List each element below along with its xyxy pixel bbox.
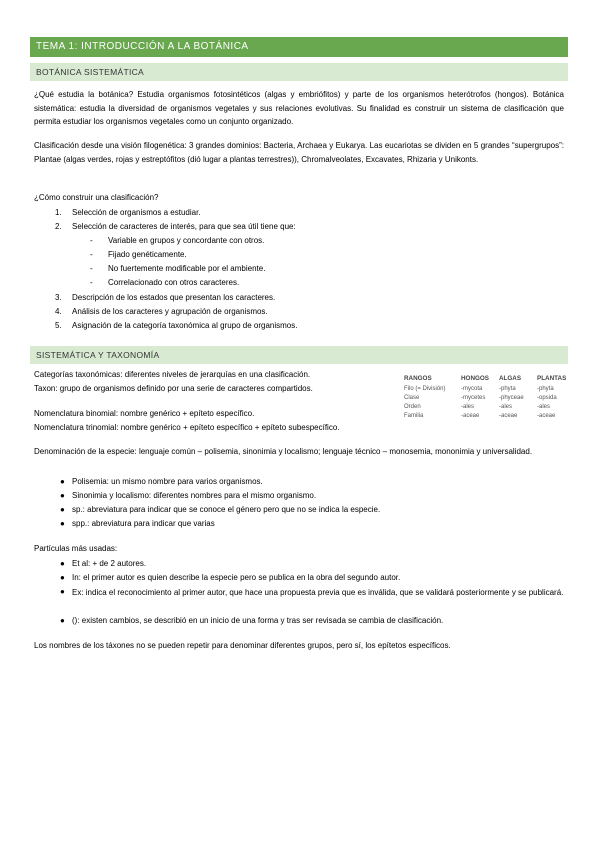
step-text: Selección de organismos a estudiar. [72, 208, 201, 217]
section-heading-botanica-sistematica: BOTÁNICA SISTEMÁTICA [30, 63, 568, 81]
step-number: 2. [55, 222, 62, 231]
closing-paragraph: Los nombres de los táxones no se pueden repetir para denominar diferentes grupos, pero sí, los epítetos específicos. [34, 641, 451, 650]
table-cell: -opsida [537, 394, 557, 401]
table-row [404, 393, 573, 402]
table-cell: -ales [461, 403, 475, 410]
table-cell: -ales [537, 403, 551, 410]
sub-item-dash: - [90, 278, 93, 287]
bullet-icon: ● [60, 587, 65, 596]
step-text: Selección de caracteres de interés, para que sea útil tiene que: [72, 222, 296, 231]
list-item: spp.: abreviatura para indicar que varias [72, 519, 215, 528]
particulas-heading: Partículas más usadas: [34, 544, 118, 553]
column-header: ALGAS [499, 374, 522, 382]
list-item: Polisemia: un mismo nombre para varios organismos. [72, 477, 263, 486]
list-item: Et al: + de 2 autores. [72, 559, 147, 568]
table-cell: -aceae [537, 412, 556, 419]
document-title: TEMA 1: INTRODUCCIÓN A LA BOTÁNICA [30, 37, 568, 57]
column-header: HONGOS [461, 374, 489, 382]
table-row [404, 402, 573, 411]
table-row [404, 411, 573, 420]
bullet-icon: ● [60, 573, 65, 582]
bullet-icon: ● [60, 519, 65, 528]
list-item: sp.: abreviatura para indicar que se conoce el género pero que no se indica la especie. [72, 505, 381, 514]
line-trinomial: Nomenclatura trinomial: nombre genérico + epíteto específico + epíteto subespecífico. [34, 423, 340, 432]
sub-item-dash: - [90, 264, 93, 273]
question-heading: ¿Cómo construir una clasificación? [34, 193, 159, 202]
table-cell: -mycetes [461, 394, 486, 401]
column-header: PLANTAS [537, 374, 567, 382]
table-cell: -aceae [461, 412, 480, 419]
list-item: Sinonimia y localismo: diferentes nombres para el mismo organismo. [72, 491, 317, 500]
line-taxon: Taxon: grupo de organismos definido por una serie de caracteres compartidos. [34, 384, 313, 393]
line-categorias: Categorías taxonómicas: diferentes niveles de jerarquías en una clasificación. [34, 370, 311, 379]
table-cell: -phyta [537, 385, 554, 392]
step-number: 3. [55, 293, 62, 302]
table-cell: -phyceae [499, 394, 524, 401]
table-row [404, 384, 573, 393]
table-cell: -aceae [499, 412, 518, 419]
step-number: 1. [55, 208, 62, 217]
bullet-icon: ● [60, 616, 65, 625]
list-item: (): existen cambios, se describió en un inicio de una forma y tras ser revisada se cambia de clasificación. [72, 616, 444, 625]
step-text: Asignación de la categoría taxonómica al grupo de organismos. [72, 321, 298, 330]
table-cell: Clase [404, 394, 420, 401]
bullet-icon: ● [60, 491, 65, 500]
bullet-icon: ● [60, 477, 65, 486]
step-text: Análisis de los caracteres y agrupación de organismos. [72, 307, 268, 316]
sub-item-dash: - [90, 250, 93, 259]
table-cell: -mycota [461, 385, 483, 392]
sub-item-text: Correlacionado con otros caracteres. [108, 278, 240, 287]
table-cell: -phyta [499, 385, 516, 392]
taxonomic-ranks-table [404, 372, 573, 420]
table-header-row [404, 372, 573, 384]
step-text: Descripción de los estados que presentan los caracteres. [72, 293, 276, 302]
table-cell: Filo (= División) [404, 385, 446, 392]
table-cell: Orden [404, 403, 421, 410]
list-item: In: el primer autor es quien describe la especie pero se publica en la obra del segundo autor. [72, 573, 401, 582]
sub-item-text: Fijado genéticamente. [108, 250, 187, 259]
paragraph-clasificacion: Clasificación desde una visión filogenética: 3 grandes dominios: Bacteria, Archaea y Eukarya. Las eucariotas se dividen en 5 grandes “supergrupos”: Plantae (algas verdes, rojas y estreptófitos (dió lugar a plantas terrestres)), Chromalveolates, Excavates, Rhizaria y Unikonts. [34, 141, 564, 164]
line-binomial: Nomenclatura binomial: nombre genérico + epíteto específico. [34, 409, 255, 418]
bullet-icon: ● [60, 505, 65, 514]
sub-item-dash: - [90, 236, 93, 245]
sub-item-text: No fuertemente modificable por el ambiente. [108, 264, 266, 273]
sub-item-text: Variable en grupos y concordante con otros. [108, 236, 265, 245]
list-item: Ex: indica el reconocimiento al primer autor, que hace una propuesta previa que es inválida, que se validará posteriormente y se publicará. [72, 588, 564, 597]
paragraph-denominacion: Denominación de la especie: lenguaje común – polisemia, sinonimia y localismo; lenguaje técnico – monosemia, mononimia y universalidad. [34, 447, 533, 456]
column-header: RANGOS [404, 374, 432, 382]
paragraph-que-estudia: ¿Qué estudia la botánica? Estudia organismos fotosintéticos (algas y embriófitos) y parte de los organismos heterótrofos (hongos). Botánica sistemática: estudia la diversidad de organismos vegetales y sus relaciones evolutivas. Su finalidad es construir un sistema de clasificación que permita estudiar los organismos vegetales como un conjunto organizado. [34, 90, 564, 127]
bullet-icon: ● [60, 559, 65, 568]
table-cell: -ales [499, 403, 513, 410]
table-cell: Familia [404, 412, 424, 419]
step-number: 4. [55, 307, 62, 316]
section-heading-sistematica-taxonomia: SISTEMÁTICA Y TAXONOMÍA [30, 346, 568, 364]
step-number: 5. [55, 321, 62, 330]
